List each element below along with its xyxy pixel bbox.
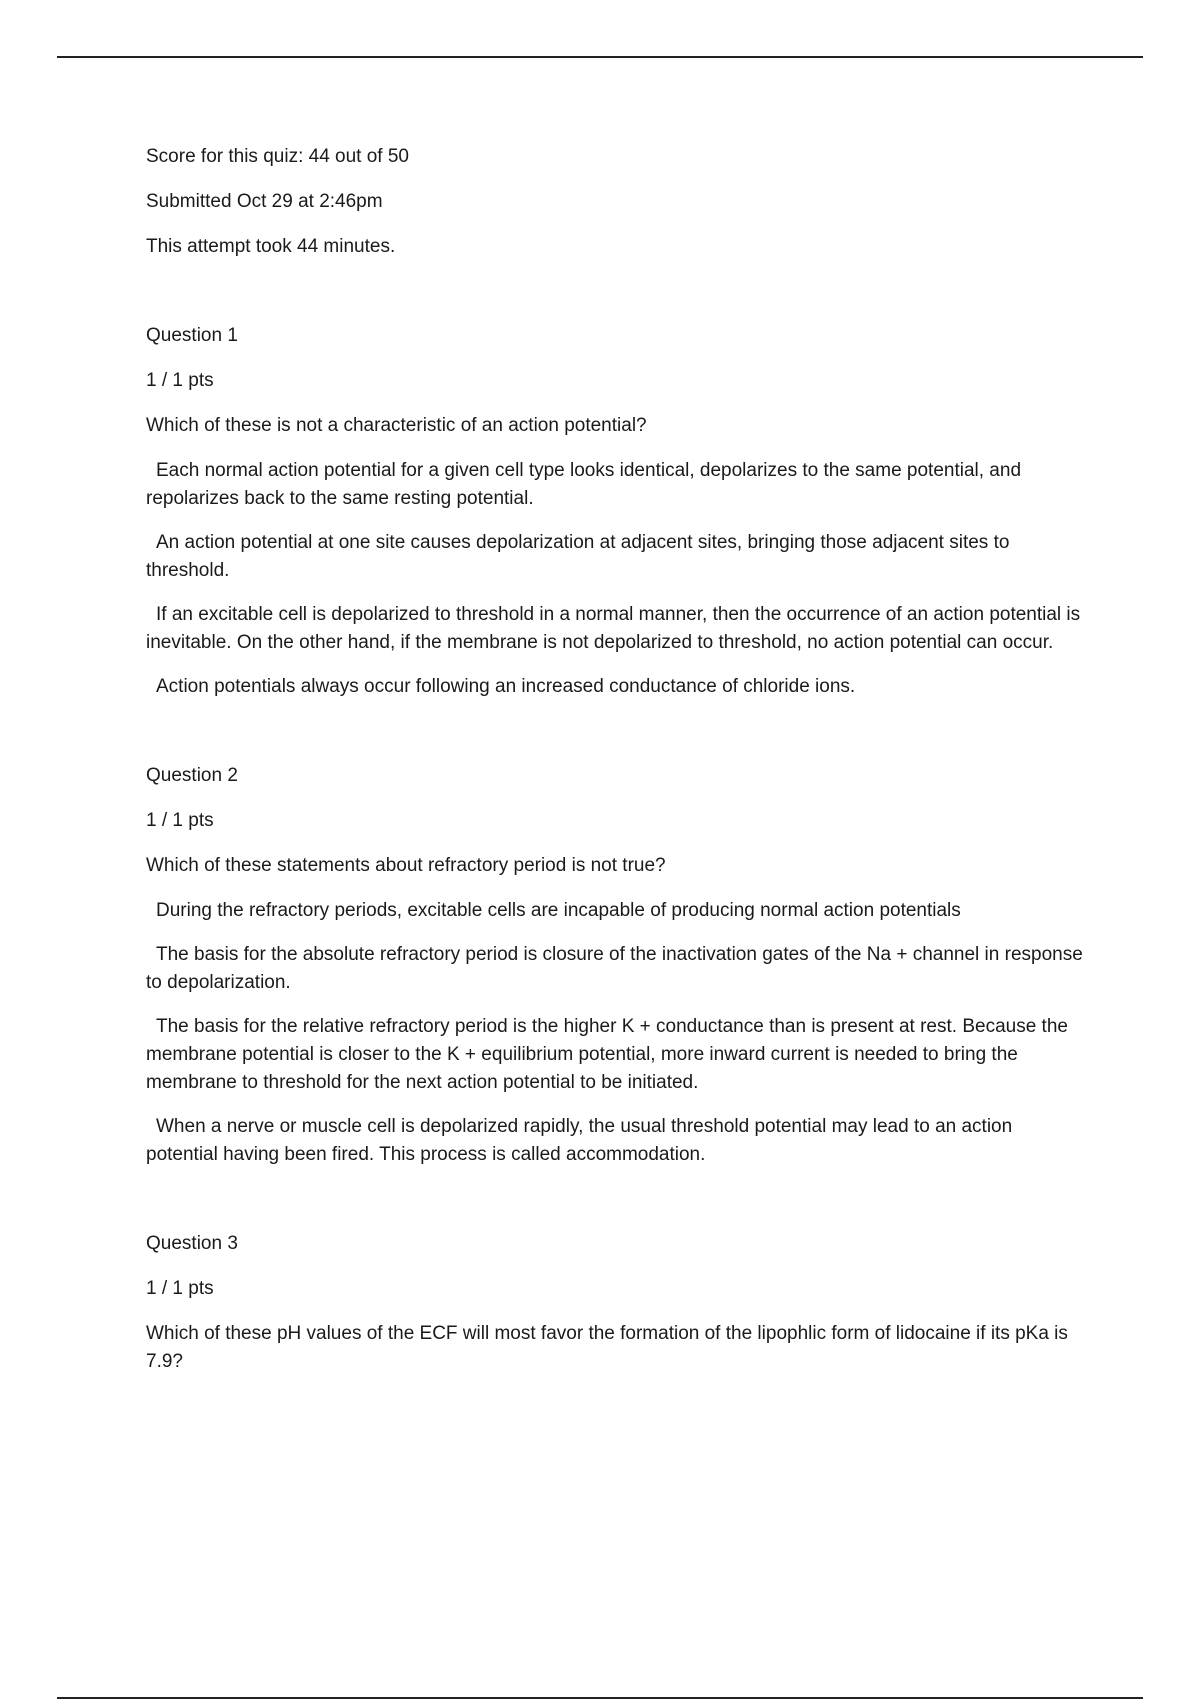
answer-option: Each normal action potential for a given cell type looks identical, depolarizes to the same potential, and repolarizes back to the same resting potential. xyxy=(146,460,1022,509)
question-3 xyxy=(146,1230,1086,1376)
question-text: Which of these pH values of the ECF will most favor the formation of the lipophlic form of lidocaine if its pKa is 7.9? xyxy=(146,1323,1068,1372)
question-2 xyxy=(146,762,1086,1169)
question-points: 1 / 1 pts xyxy=(146,370,214,391)
submitted-text: Submitted Oct 29 at 2:46pm xyxy=(146,191,383,212)
question-points: 1 / 1 pts xyxy=(146,810,214,831)
question-title: Question 1 xyxy=(146,325,238,346)
header-rule xyxy=(57,56,1143,58)
question-text: Which of these is not a characteristic of an action potential? xyxy=(146,415,647,436)
answer-option: The basis for the absolute refractory period is closure of the inactivation gates of the Na + channel in response to depolarization. xyxy=(146,944,1083,993)
quiz-document xyxy=(146,143,1086,1437)
answer-option: When a nerve or muscle cell is depolarized rapidly, the usual threshold potential may lead to an action potential having been fired. This process is called accommodation. xyxy=(146,1116,1013,1165)
answer-option: Action potentials always occur following an increased conductance of chloride ions. xyxy=(156,676,856,697)
question-text: Which of these statements about refractory period is not true? xyxy=(146,855,666,876)
quiz-summary xyxy=(146,143,1086,261)
duration-text: This attempt took 44 minutes. xyxy=(146,236,396,257)
question-title: Question 2 xyxy=(146,765,238,786)
question-1 xyxy=(146,322,1086,701)
answer-option: During the refractory periods, excitable cells are incapable of producing normal action potentials xyxy=(156,900,961,921)
answer-option: An action potential at one site causes depolarization at adjacent sites, bringing those adjacent sites to threshold. xyxy=(146,532,1010,581)
score-text: Score for this quiz: 44 out of 50 xyxy=(146,146,409,167)
footer-rule xyxy=(57,1697,1143,1699)
answer-option: The basis for the relative refractory period is the higher K + conductance than is present at rest. Because the membrane potential is closer to the K + equilibrium potential, more inward current is needed to bring the membrane to threshold for the next action potential to be initiated. xyxy=(146,1016,1068,1093)
answer-option: If an excitable cell is depolarized to threshold in a normal manner, then the occurrence of an action potential is inevitable. On the other hand, if the membrane is not depolarized to threshold, no action potential can occur. xyxy=(146,604,1081,653)
question-title: Question 3 xyxy=(146,1233,238,1254)
question-points: 1 / 1 pts xyxy=(146,1278,214,1299)
